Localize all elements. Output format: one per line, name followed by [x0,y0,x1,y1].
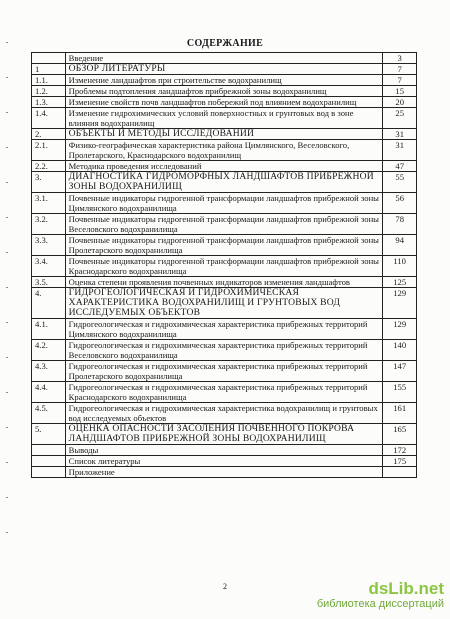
toc-row [32,235,417,256]
toc-entry-number: 4.1. [32,319,66,340]
toc-entry-page: 165 [383,424,417,445]
margin-marks [6,42,9,562]
toc-entry-title: Почвенные индикаторы гидрогенной трансформации ландшафтов прибрежной зоны Веселовского водохранилища [65,214,383,235]
toc-entry-page: 94 [383,235,417,256]
toc-entry-page: 7 [383,75,417,86]
toc-entry-number: 2.1. [32,140,66,161]
toc-row [32,129,417,140]
toc-entry-title: ОБЗОР ЛИТЕРАТУРЫ [65,64,383,75]
toc-entry-title: Физико-географическая характеристика района Цимлянского, Веселовского, Пролетарского, Краснодарского водохранилищ [65,140,383,161]
toc-row [32,319,417,340]
toc-entry-title: Методика проведения исследований [65,161,383,172]
toc-row [32,161,417,172]
toc-entry-title: Гидрогеологическая и гидрохимическая характеристика прибрежных территорий Цимлянского водохранилища [65,319,383,340]
toc-entry-page: 56 [383,193,417,214]
toc-entry-title: Изменение свойств почв ландшафтов побережий под влиянием водохранилищ [65,97,383,108]
toc-entry-number: 3. [32,172,66,193]
toc-row [32,214,417,235]
toc-entry-page: 20 [383,97,417,108]
toc-row [32,288,417,319]
toc-entry-page: 129 [383,288,417,319]
toc-entry-page: 78 [383,214,417,235]
toc-entry-number [32,445,66,456]
toc-entry-number: 3.3. [32,235,66,256]
toc-row [32,193,417,214]
toc-row [32,97,417,108]
toc-entry-number: 1 [32,64,66,75]
toc-row [32,277,417,288]
toc-entry-title: ОБЪЕКТЫ И МЕТОДЫ ИССЛЕДОВАНИЙ [65,129,383,140]
toc-row [32,382,417,403]
toc-row [32,172,417,193]
toc-entry-number [32,467,66,478]
toc-entry-page: 25 [383,108,417,129]
toc-row [32,445,417,456]
toc-entry-title: Изменение гидрохимических условий поверхностных и грунтовых вод в зоне влияния водохранилищ [65,108,383,129]
toc-row [32,256,417,277]
watermark [317,580,444,611]
toc-entry-number: 4.3. [32,361,66,382]
toc-entry-number: 2.2. [32,161,66,172]
toc-row [32,75,417,86]
toc-entry-title: Приложение [65,467,383,478]
toc-entry-title: Гидрогеологическая и гидрохимическая характеристика водохранилищ и грунтовых вод исследуемых объектов [65,403,383,424]
toc-row [32,467,417,478]
toc-entry-page: 140 [383,340,417,361]
toc-entry-title: Введение [65,53,383,64]
toc-entry-number: 4.5. [32,403,66,424]
toc-entry-page: 125 [383,277,417,288]
toc-entry-title: Проблемы подтопления ландшафтов прибрежной зоны водохранилищ [65,86,383,97]
toc-entry-page: 110 [383,256,417,277]
toc-row [32,424,417,445]
page-number: 2 [223,582,227,591]
toc-entry-title: Оценка степени проявления почвенных индикаторов изменения ландшафтов [65,277,383,288]
toc-entry-title: Гидрогеологическая и гидрохимическая характеристика прибрежных территорий Краснодарского водохранилища [65,382,383,403]
toc-entry-number: 3.5. [32,277,66,288]
toc-row [32,53,417,64]
toc-entry-number: 2. [32,129,66,140]
toc-entry-title: ОЦЕНКА ОПАСНОСТИ ЗАСОЛЕНИЯ ПОЧВЕННОГО ПОКРОВА ЛАНДШАФТОВ ПРИБРЕЖНОЙ ЗОНЫ ВОДОХРАНИЛИЩ [65,424,383,445]
toc-entry-page: 172 [383,445,417,456]
toc-entry-page [383,467,417,478]
toc-entry-page: 15 [383,86,417,97]
page-title: СОДЕРЖАНИЕ [186,38,264,49]
toc-entry-title: Почвенные индикаторы гидрогенной трансформации ландшафтов прибрежной зоны Пролетарского водохранилища [65,235,383,256]
toc-entry-number: 1.3. [32,97,66,108]
toc-row [32,108,417,129]
toc-entry-page: 161 [383,403,417,424]
watermark-subtitle: библиотека диссертаций [316,598,444,610]
toc-row [32,456,417,467]
toc-row [32,64,417,75]
toc-row [32,86,417,97]
toc-entry-number: 1.2. [32,86,66,97]
toc-entry-number: 4.4. [32,382,66,403]
toc-entry-number [32,456,66,467]
toc-row [32,340,417,361]
toc-entry-page: 47 [383,161,417,172]
watermark-logo: dsLib.net [368,579,444,598]
toc-entry-page: 175 [383,456,417,467]
toc-entry-title: Изменение ландшафтов при строительстве водохранилищ [65,75,383,86]
toc-entry-number: 3.4. [32,256,66,277]
toc-entry-number [32,53,66,64]
toc-entry-page: 155 [383,382,417,403]
toc-entry-number: 3.2. [32,214,66,235]
toc-entry-title: Гидрогеологическая и гидрохимическая характеристика прибрежных территорий Пролетарского водохранилища [65,361,383,382]
toc-entry-number: 4.2. [32,340,66,361]
toc-entry-number: 1.4. [32,108,66,129]
toc-row [32,140,417,161]
toc-entry-page: 7 [383,64,417,75]
toc-entry-page: 129 [383,319,417,340]
toc-entry-number: 5. [32,424,66,445]
toc-entry-title: Выводы [65,445,383,456]
toc-entry-page: 55 [383,172,417,193]
toc-entry-title: Почвенные индикаторы гидрогенной трансформации ландшафтов прибрежной зоны Цимлянского водохранилища [65,193,383,214]
toc-entry-number: 1.1. [32,75,66,86]
toc-entry-page: 31 [383,140,417,161]
toc-entry-number: 3.1. [32,193,66,214]
toc-table [31,52,417,478]
toc-entry-page: 3 [383,53,417,64]
toc-entry-title: Гидрогеологическая и гидрохимическая характеристика прибрежных территорий Веселовского водохранилища [65,340,383,361]
toc-entry-title: Список литературы [65,456,383,467]
toc-row [32,403,417,424]
toc-entry-page: 31 [383,129,417,140]
toc-entry-number: 4. [32,288,66,319]
toc-entry-title: ГИДРОГЕОЛОГИЧЕСКАЯ И ГИДРОХИМИЧЕСКАЯ ХАРАКТЕРИСТИКА ВОДОХРАНИЛИЩ И ГРУНТОВЫХ ВОД ИССЛЕДУЕМЫХ ОБЪЕКТОВ [65,288,383,319]
toc-entry-title: ДИАГНОСТИКА ГИДРОМОРФНЫХ ЛАНДШАФТОВ ПРИБРЕЖНОЙ ЗОНЫ ВОДОХРАНИЛИЩ [65,172,383,193]
toc-entry-title: Почвенные индикаторы гидрогенной трансформации ландшафтов прибрежной зоны Краснодарского водохранилища [65,256,383,277]
toc-row [32,361,417,382]
toc-entry-page: 147 [383,361,417,382]
